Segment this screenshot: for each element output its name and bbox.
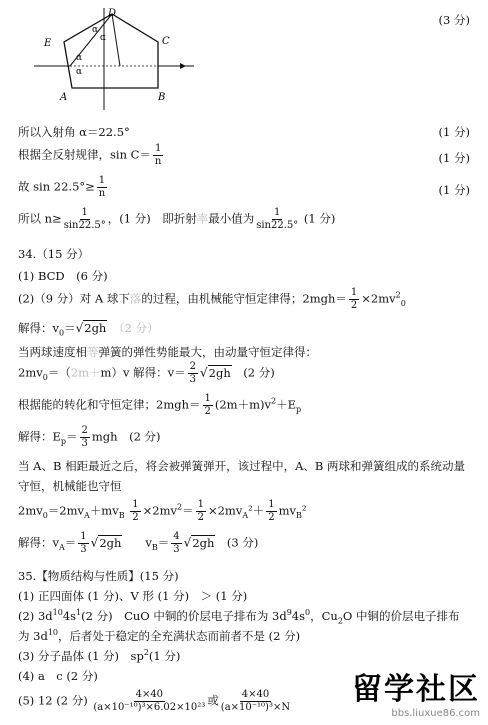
line-incident-angle: 所以入射角 α＝22.5°	[18, 125, 130, 139]
energy-equation: 根据能的转化和守恒定律；2mgh＝ $\frac{1}{2}$ $(2m+m)v^2+E_p$	[18, 393, 302, 417]
angle-label-3: α	[76, 53, 83, 63]
question-34: 34.（15 分）	[18, 247, 90, 261]
conservation-equations: $2mv_0=2mv_A+mv_B$ $\frac{1}{2}$ $\times 2mv^2=$ $\frac{1}{2}$ $\times 2mv_A^2+$ $\frac{1}{2}$ $mv_B^2$	[18, 499, 307, 523]
score: (1 分)	[438, 125, 470, 139]
angle-label-4: α	[76, 67, 83, 77]
q34-part1: (1) BCD (6 分)	[18, 269, 108, 283]
q35-part2-line2: 为 $3d^{10}$，后者处于稳定的全充满状态而前者不是 (2 分)	[18, 628, 301, 643]
line-sin-inequality: 故 sin 22.5°≥ $\frac{1}{n}$	[18, 175, 106, 199]
line-total-reflection: 根据全反射规律，sin C＝ $\frac{1}{n}$	[18, 143, 162, 167]
label-c: C	[162, 36, 170, 47]
q35-part2-line1: (2) $3d^{10}4s^1(2$ 分) CuO 中铜的价层电子排布为 $3d^94s^0$，$Cu_2O$ 中铜的价层电子排布	[18, 608, 460, 626]
paragraph-line-1: 当 A、B 相距最近之后，将会被弹簧弹开，该过程中，A、B 两球和弹簧组成的系统动量	[18, 459, 465, 473]
q35-part4: (4) a c (2 分)	[18, 669, 98, 683]
q35-part3: (3) 分子晶体 (1 分) $sp^2(1$ 分)	[18, 648, 181, 663]
label-d: D	[108, 8, 117, 19]
score: (1 分)	[438, 183, 470, 197]
q35-part5: (5) 12 (2 分) $\frac{4\times 40}{\text{(a×10⁻¹⁰)³×6.02×10²³}}$ 或 $\frac{4\times 40}{\text{(a×10⁻¹⁰)³×N}}$	[18, 689, 291, 713]
question-35: 35.【物质结构与性质】(15 分)	[18, 569, 179, 583]
watermark-logo: 留学社区	[352, 672, 480, 707]
paragraph-line-2: 守恒，机械能也守恒	[18, 479, 122, 493]
solution-v0: 解得：$v_0=√2gh$ （2 分）	[18, 321, 159, 338]
watermark-url: bbs.liuxue86.com	[391, 708, 480, 719]
angle-label-2: α	[100, 33, 107, 43]
momentum-equation: $2mv_0=(2m+m)v$ 解得：v＝ $\frac{2}{3}$ √2gh (2 分)	[18, 361, 275, 385]
q34-part2: (2)（9 分）对 A 球下落的过程，由机械能守恒定律得；2mgh＝ $\frac{1}{2}$ $\times 2mv^2_0$	[18, 287, 406, 311]
q35-part1: (1) 正四面体 (1 分)、V 形 (1 分) ＞ (1 分)	[18, 589, 248, 603]
line-equal-speed: 当两球速度相等弹簧的弹性势能最大，由动量守恒定律得：	[18, 345, 317, 359]
solution-ep: 解得：$E_p=$ $\frac{2}{3}$ mgh (2 分)	[18, 425, 161, 449]
pentagon-prism-figure	[34, 8, 194, 110]
angle-label-1: α	[92, 25, 99, 35]
line-min-refraction: 所以 n≥ $\frac{1}{\sin 22.5^\circ}$ ，(1 分) 即折射率最小值为 $\frac{1}{\sin 22.5^\circ}$ (1 分)	[18, 207, 336, 231]
solution-va-vb: 解得：$v_A=$ $\frac{1}{3}$ √2gh $v_B=$ $\frac{4}{3}$ √2gh (3 分)	[18, 531, 259, 555]
label-e: E	[44, 38, 52, 49]
label-b: B	[158, 92, 166, 103]
label-a: A	[60, 92, 68, 103]
score: (1 分)	[438, 151, 470, 165]
header-score: (3 分)	[438, 13, 470, 27]
watermark	[352, 664, 480, 719]
